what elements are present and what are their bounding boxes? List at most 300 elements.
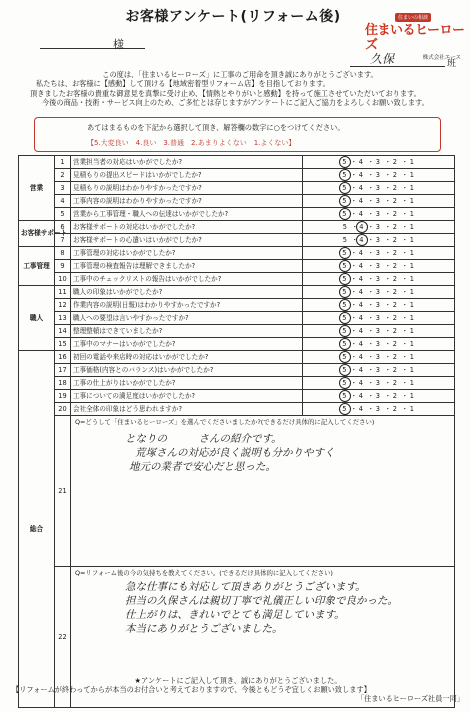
score-option[interactable]: 1 [409,249,415,257]
score-option[interactable]: 1 [409,171,415,179]
score-option[interactable]: 2 [392,353,398,361]
score-option[interactable]: 5 [342,236,348,244]
score-cell[interactable] [303,195,455,208]
score-separator: ・ [401,301,409,309]
score-separator: ・ [367,275,375,283]
score-separator: ・ [350,158,358,166]
score-separator: ・ [384,197,392,205]
score-option-selected[interactable]: 4 [356,221,368,233]
score-option[interactable]: 2 [392,249,398,257]
score-option[interactable]: 1 [409,210,415,218]
score-cell[interactable] [303,221,455,234]
score-separator: ・ [401,392,409,400]
score-separator: ・ [367,340,375,348]
answer-line: 急な仕事にも対応して頂きありがとうございます。 [125,581,366,593]
question-text: 職人への要望は言いやすかったですか? [71,312,303,325]
question-row [19,260,455,273]
score-option[interactable]: 2 [392,327,398,335]
score-separator: ・ [350,275,358,283]
question-row [19,377,455,390]
score-option[interactable]: 2 [392,366,398,374]
score-separator: ・ [367,288,375,296]
intro-line: 私たちは、お客様に【感動】して頂ける【地域密着型リフォーム店】を目指しております。 [36,79,330,89]
score-option[interactable]: 4 [358,366,364,374]
question-text: 初回の電話や来店時の対応はいかがでしたか? [71,351,303,364]
score-separator: ・ [350,249,358,257]
score-separator: ・ [367,392,375,400]
score-separator: ・ [367,379,375,387]
score-option-selected[interactable]: 5 [339,403,351,415]
score-option[interactable]: 2 [392,210,398,218]
logo-main-text: 住まいるヒーローズ [365,23,465,53]
free-question-prompt: Q=どうして「住まいるヒーローズ」を選んでくださいましたか?(できるだけ具体的に記入してください) [75,418,375,426]
question-text: 工事内容の説明はわかりやすかったですか? [71,195,303,208]
score-separator: ・ [384,379,392,387]
score-separator: ・ [367,314,375,322]
score-separator: ・ [384,405,392,413]
score-option[interactable]: 3 [375,262,381,270]
score-separator: ・ [401,171,409,179]
score-separator: ・ [401,327,409,335]
score-separator: ・ [367,171,375,179]
score-separator: ・ [401,340,409,348]
score-cell[interactable] [303,208,455,221]
score-option-selected[interactable]: 5 [339,195,351,207]
question-number: 19 [55,390,71,403]
question-text: 営業担当者の対応はいかがでしたか? [71,156,303,169]
score-separator: ・ [351,223,359,231]
score-option[interactable]: 2 [392,405,398,413]
question-text: 整理整頓はできていましたか? [71,325,303,338]
score-option[interactable]: 4 [358,405,364,413]
score-option[interactable]: 3 [375,379,381,387]
question-number: 5 [55,208,71,221]
score-option[interactable]: 3 [375,405,381,413]
question-row [19,208,455,221]
score-option[interactable]: 2 [392,314,398,322]
score-option[interactable]: 4 [358,392,364,400]
intro-line: 頂きましたお客様の貴重な御意見を真摯に受け止め、【情熱とやりがいと感動】を持って施工させていただいております。 [30,88,421,98]
score-separator: ・ [350,262,358,270]
score-separator: ・ [401,249,409,257]
score-option[interactable]: 4 [358,340,364,348]
score-option[interactable]: 1 [409,197,415,205]
score-option-selected[interactable]: 5 [339,338,351,350]
score-option-selected[interactable]: 5 [339,299,351,311]
question-text: お客様サポートの心遣いはいかがでしたか? [71,234,303,247]
score-option-selected[interactable]: 5 [339,364,351,376]
score-cell[interactable] [303,338,455,351]
score-option-selected[interactable]: 5 [339,208,351,220]
question-row [19,403,455,416]
score-option[interactable]: 2 [392,236,398,244]
score-option[interactable]: 1 [409,392,415,400]
score-separator: ・ [350,171,358,179]
score-separator: ・ [401,288,409,296]
score-option-selected[interactable]: 4 [356,234,368,246]
instructions-box [34,117,441,152]
score-option[interactable]: 1 [409,366,415,374]
score-separator: ・ [384,236,392,244]
score-option[interactable]: 3 [375,340,381,348]
score-option[interactable]: 1 [409,327,415,335]
question-number: 7 [55,234,71,247]
score-separator: ・ [350,301,358,309]
question-row [19,338,455,351]
free-answer-row-21 [19,416,455,567]
score-option-selected[interactable]: 5 [339,182,351,194]
question-number: 13 [55,312,71,325]
score-option-selected[interactable]: 5 [339,247,351,259]
category-eigyo: 営業 [19,156,55,221]
score-separator: ・ [401,314,409,322]
staff-name-handwritten: 久保 [370,52,395,66]
score-option[interactable]: 3 [375,353,381,361]
han-label: 班 [447,59,457,69]
question-row [19,299,455,312]
question-row [19,182,455,195]
score-cell[interactable] [303,247,455,260]
score-option[interactable]: 1 [409,288,415,296]
score-separator: ・ [367,405,375,413]
score-separator: ・ [367,366,375,374]
score-option[interactable]: 4 [358,262,364,270]
score-option[interactable]: 3 [375,197,381,205]
category-sogo: 総合 [19,351,55,708]
score-separator: ・ [384,262,392,270]
score-option[interactable]: 4 [358,314,364,322]
score-separator: ・ [350,353,358,361]
score-option[interactable]: 3 [375,314,381,322]
score-separator: ・ [384,301,392,309]
score-option[interactable]: 3 [375,392,381,400]
score-option-selected[interactable]: 5 [339,273,351,285]
question-row [19,364,455,377]
question-number: 22 [55,567,71,708]
score-option[interactable]: 3 [375,275,381,283]
score-separator: ・ [350,379,358,387]
score-separator: ・ [367,210,375,218]
score-separator: ・ [384,314,392,322]
score-option[interactable]: 1 [409,405,415,413]
score-option[interactable]: 3 [375,223,381,231]
score-separator: ・ [401,405,409,413]
score-option-selected[interactable]: 5 [339,286,351,298]
question-row [19,325,455,338]
score-separator: ・ [401,223,409,231]
score-option[interactable]: 2 [392,223,398,231]
question-number: 11 [55,286,71,299]
question-row [19,169,455,182]
score-separator: ・ [367,223,375,231]
score-option[interactable]: 4 [358,210,364,218]
score-option[interactable]: 4 [358,171,364,179]
score-separator: ・ [350,392,358,400]
score-cell[interactable] [303,156,455,169]
score-separator: ・ [384,171,392,179]
score-cell[interactable] [303,260,455,273]
score-option[interactable]: 4 [358,353,364,361]
score-option[interactable]: 3 [375,301,381,309]
score-option[interactable]: 2 [392,301,398,309]
score-separator: ・ [384,327,392,335]
score-cell[interactable] [303,390,455,403]
handwritten-answer-21 [75,426,450,474]
question-text: 職人の印象はいかがでしたか? [71,286,303,299]
score-separator: ・ [401,275,409,283]
score-separator: ・ [401,262,409,270]
question-number: 15 [55,338,71,351]
score-separator: ・ [350,340,358,348]
score-separator: ・ [350,314,358,322]
score-option[interactable]: 3 [375,249,381,257]
sama-label: 様 [113,38,124,51]
question-text: 工事価格(内容とのバランス)はいかがでしたか? [71,364,303,377]
score-separator: ・ [351,236,359,244]
score-option-selected[interactable]: 5 [339,377,351,389]
score-option[interactable]: 3 [375,366,381,374]
score-cell[interactable] [303,364,455,377]
footer-message: 【リフォームが終わってからが本当のお付合いと考えておりますので、今後ともどうぞ宜しくお願い致します】 [12,685,371,694]
score-separator: ・ [401,236,409,244]
score-cell[interactable] [303,312,455,325]
score-separator: ・ [401,184,409,192]
score-option[interactable]: 4 [358,379,364,387]
question-row [19,390,455,403]
score-option[interactable]: 1 [409,158,415,166]
question-number: 8 [55,247,71,260]
score-separator: ・ [384,158,392,166]
score-option-selected[interactable]: 5 [339,169,351,181]
score-cell[interactable] [303,234,455,247]
score-option[interactable]: 5 [342,223,348,231]
score-cell[interactable] [303,182,455,195]
score-separator: ・ [350,405,358,413]
score-separator: ・ [367,158,375,166]
intro-line: 今後の商品・技術・サービス向上のため、ご多忙とは存じますがアンケートにご記入ご協力をよろしくお願い致します。 [42,98,429,108]
score-option-selected[interactable]: 5 [339,312,351,324]
score-separator: ・ [384,392,392,400]
score-option[interactable]: 1 [409,184,415,192]
free-answer-21[interactable] [71,416,455,567]
answer-line: 本当にありがとうございました。 [125,623,283,635]
question-row [19,195,455,208]
score-option[interactable]: 1 [409,314,415,322]
score-option[interactable]: 4 [358,275,364,283]
customer-name-line [40,48,145,49]
scale-legend: 【5.大変良い 4.良い 3.普通 2.あまりよくない 1.よくない】 [87,139,296,147]
question-number: 10 [55,273,71,286]
question-text: 工事中のチェックリストの報告はいかがでしたか? [71,273,303,286]
score-option[interactable]: 1 [409,223,415,231]
question-number: 3 [55,182,71,195]
score-option[interactable]: 3 [375,288,381,296]
question-row [19,234,455,247]
score-option[interactable]: 1 [409,353,415,361]
footer-signature: 「住まいるヒーローズ社員一同」 [356,694,464,703]
score-separator: ・ [401,197,409,205]
score-option[interactable]: 1 [409,301,415,309]
score-cell[interactable] [303,286,455,299]
question-text: お客様サポートの対応はいかがでしたか? [71,221,303,234]
score-separator: ・ [367,236,375,244]
footer-thanks: ★アンケートにご記入して頂き、誠にありがとうございました。 [134,676,342,685]
score-option[interactable]: 3 [375,236,381,244]
score-option[interactable]: 2 [392,197,398,205]
score-option-selected[interactable]: 5 [339,325,351,337]
logo-company-name: 株式会社エース [422,55,461,61]
score-cell[interactable] [303,299,455,312]
score-separator: ・ [367,184,375,192]
score-option[interactable]: 4 [358,184,364,192]
question-text: 工事中のマナーはいかがでしたか? [71,338,303,351]
survey-table [18,155,455,708]
category-kanri: 工事管理 [19,247,55,286]
question-number: 16 [55,351,71,364]
question-text: 工事についての満足度はいかがでしたか? [71,390,303,403]
answer-line: 荒塚さんの対応が良く説明も分かりやすく [135,447,335,459]
question-text: 作業内容の説明(日報)はわかりやすかったですか? [71,299,303,312]
answer-line: 仕上がりは、きれいでとても満足しています。 [125,609,345,621]
logo-tag: 住まいの相談 [395,13,431,22]
score-separator: ・ [384,288,392,296]
score-separator: ・ [401,366,409,374]
score-option[interactable]: 2 [392,288,398,296]
score-option[interactable]: 3 [375,184,381,192]
score-option-selected[interactable]: 5 [339,351,351,363]
question-text: 工事管理の検査報告は理解できましたか? [71,260,303,273]
score-option[interactable]: 2 [392,340,398,348]
score-separator: ・ [367,262,375,270]
question-number: 20 [55,403,71,416]
score-option[interactable]: 1 [409,340,415,348]
question-text: 工事の仕上がりはいかがでしたか? [71,377,303,390]
question-number: 14 [55,325,71,338]
survey-title: お客様アンケート(リフォーム後) [125,9,341,25]
score-option[interactable]: 2 [392,158,398,166]
score-separator: ・ [367,327,375,335]
question-number: 1 [55,156,71,169]
score-separator: ・ [367,249,375,257]
score-option[interactable]: 1 [409,262,415,270]
question-number: 9 [55,260,71,273]
question-text: 工事管理の対応はいかがでしたか? [71,247,303,260]
score-option[interactable]: 4 [358,158,364,166]
question-number: 2 [55,169,71,182]
score-separator: ・ [367,197,375,205]
answer-line: 担当の久保さんは親切丁寧で礼儀正しい印象で良かった。 [125,595,398,607]
score-option[interactable]: 1 [409,379,415,387]
staff-line [350,66,445,67]
answer-line: 地元の業者で安心だと思った。 [129,461,276,473]
score-separator: ・ [367,353,375,361]
score-cell[interactable] [303,377,455,390]
question-number: 17 [55,364,71,377]
score-separator: ・ [401,210,409,218]
score-cell[interactable] [303,403,455,416]
category-support: お客様サポート [19,221,55,247]
score-option[interactable]: 2 [392,262,398,270]
score-separator: ・ [384,353,392,361]
handwritten-answer-22 [75,577,450,636]
score-separator: ・ [350,288,358,296]
score-option[interactable]: 3 [375,327,381,335]
score-separator: ・ [350,327,358,335]
score-separator: ・ [384,275,392,283]
score-separator: ・ [384,249,392,257]
score-option[interactable]: 4 [358,327,364,335]
question-text: 見積もりの提出スピードはいかがでしたか? [71,169,303,182]
footer [12,676,464,703]
score-option[interactable]: 1 [409,275,415,283]
question-text: 見積もりの説明はわかりやすかったですか? [71,182,303,195]
score-option[interactable]: 2 [392,171,398,179]
score-option[interactable]: 4 [358,301,364,309]
score-separator: ・ [350,210,358,218]
score-option[interactable]: 2 [392,392,398,400]
score-separator: ・ [350,197,358,205]
score-cell[interactable] [303,273,455,286]
question-row [19,273,455,286]
question-text: 営業から工事管理・職人への伝達はいかがでしたか? [71,208,303,221]
score-separator: ・ [350,366,358,374]
question-row [19,221,455,234]
score-option[interactable]: 1 [409,236,415,244]
instructions-line: あてはまるものを下記から選択して頂き、解答欄の数字に○をつけてください。 [87,123,345,132]
score-separator: ・ [384,223,392,231]
score-separator: ・ [384,366,392,374]
score-option[interactable]: 4 [358,197,364,205]
score-option[interactable]: 2 [392,275,398,283]
score-option-selected[interactable]: 5 [339,156,351,168]
score-cell[interactable] [303,325,455,338]
question-number: 6 [55,221,71,234]
score-separator: ・ [350,184,358,192]
score-option-selected[interactable]: 5 [339,390,351,402]
score-option[interactable]: 3 [375,171,381,179]
survey-table-body [19,156,455,708]
score-cell[interactable] [303,169,455,182]
score-option[interactable]: 4 [358,288,364,296]
score-option[interactable]: 2 [392,184,398,192]
intro-line: この度は、「住まいるヒーローズ」に工事のご用命を頂き誠にありがとうございます。 [102,70,378,79]
intro-text [30,70,450,108]
question-number: 4 [55,195,71,208]
score-option-selected[interactable]: 5 [339,260,351,272]
score-separator: ・ [384,210,392,218]
question-row [19,156,455,169]
question-row [19,351,455,364]
score-option[interactable]: 4 [358,249,364,257]
question-row [19,312,455,325]
question-text: 会社全体の印象はどう思われますか? [71,403,303,416]
answer-line: となりの さんの紹介です。 [125,433,282,445]
score-separator: ・ [384,340,392,348]
question-number: 12 [55,299,71,312]
score-option[interactable]: 3 [375,210,381,218]
score-separator: ・ [384,184,392,192]
score-separator: ・ [401,353,409,361]
score-separator: ・ [401,379,409,387]
score-separator: ・ [401,158,409,166]
question-row [19,286,455,299]
question-number: 18 [55,377,71,390]
score-option[interactable]: 3 [375,158,381,166]
score-cell[interactable] [303,351,455,364]
score-separator: ・ [367,301,375,309]
free-question-prompt: Q=リフォーム後の今の気持ちを教えてください。(できるだけ具体的に記入してください) [75,569,333,577]
score-option[interactable]: 2 [392,379,398,387]
